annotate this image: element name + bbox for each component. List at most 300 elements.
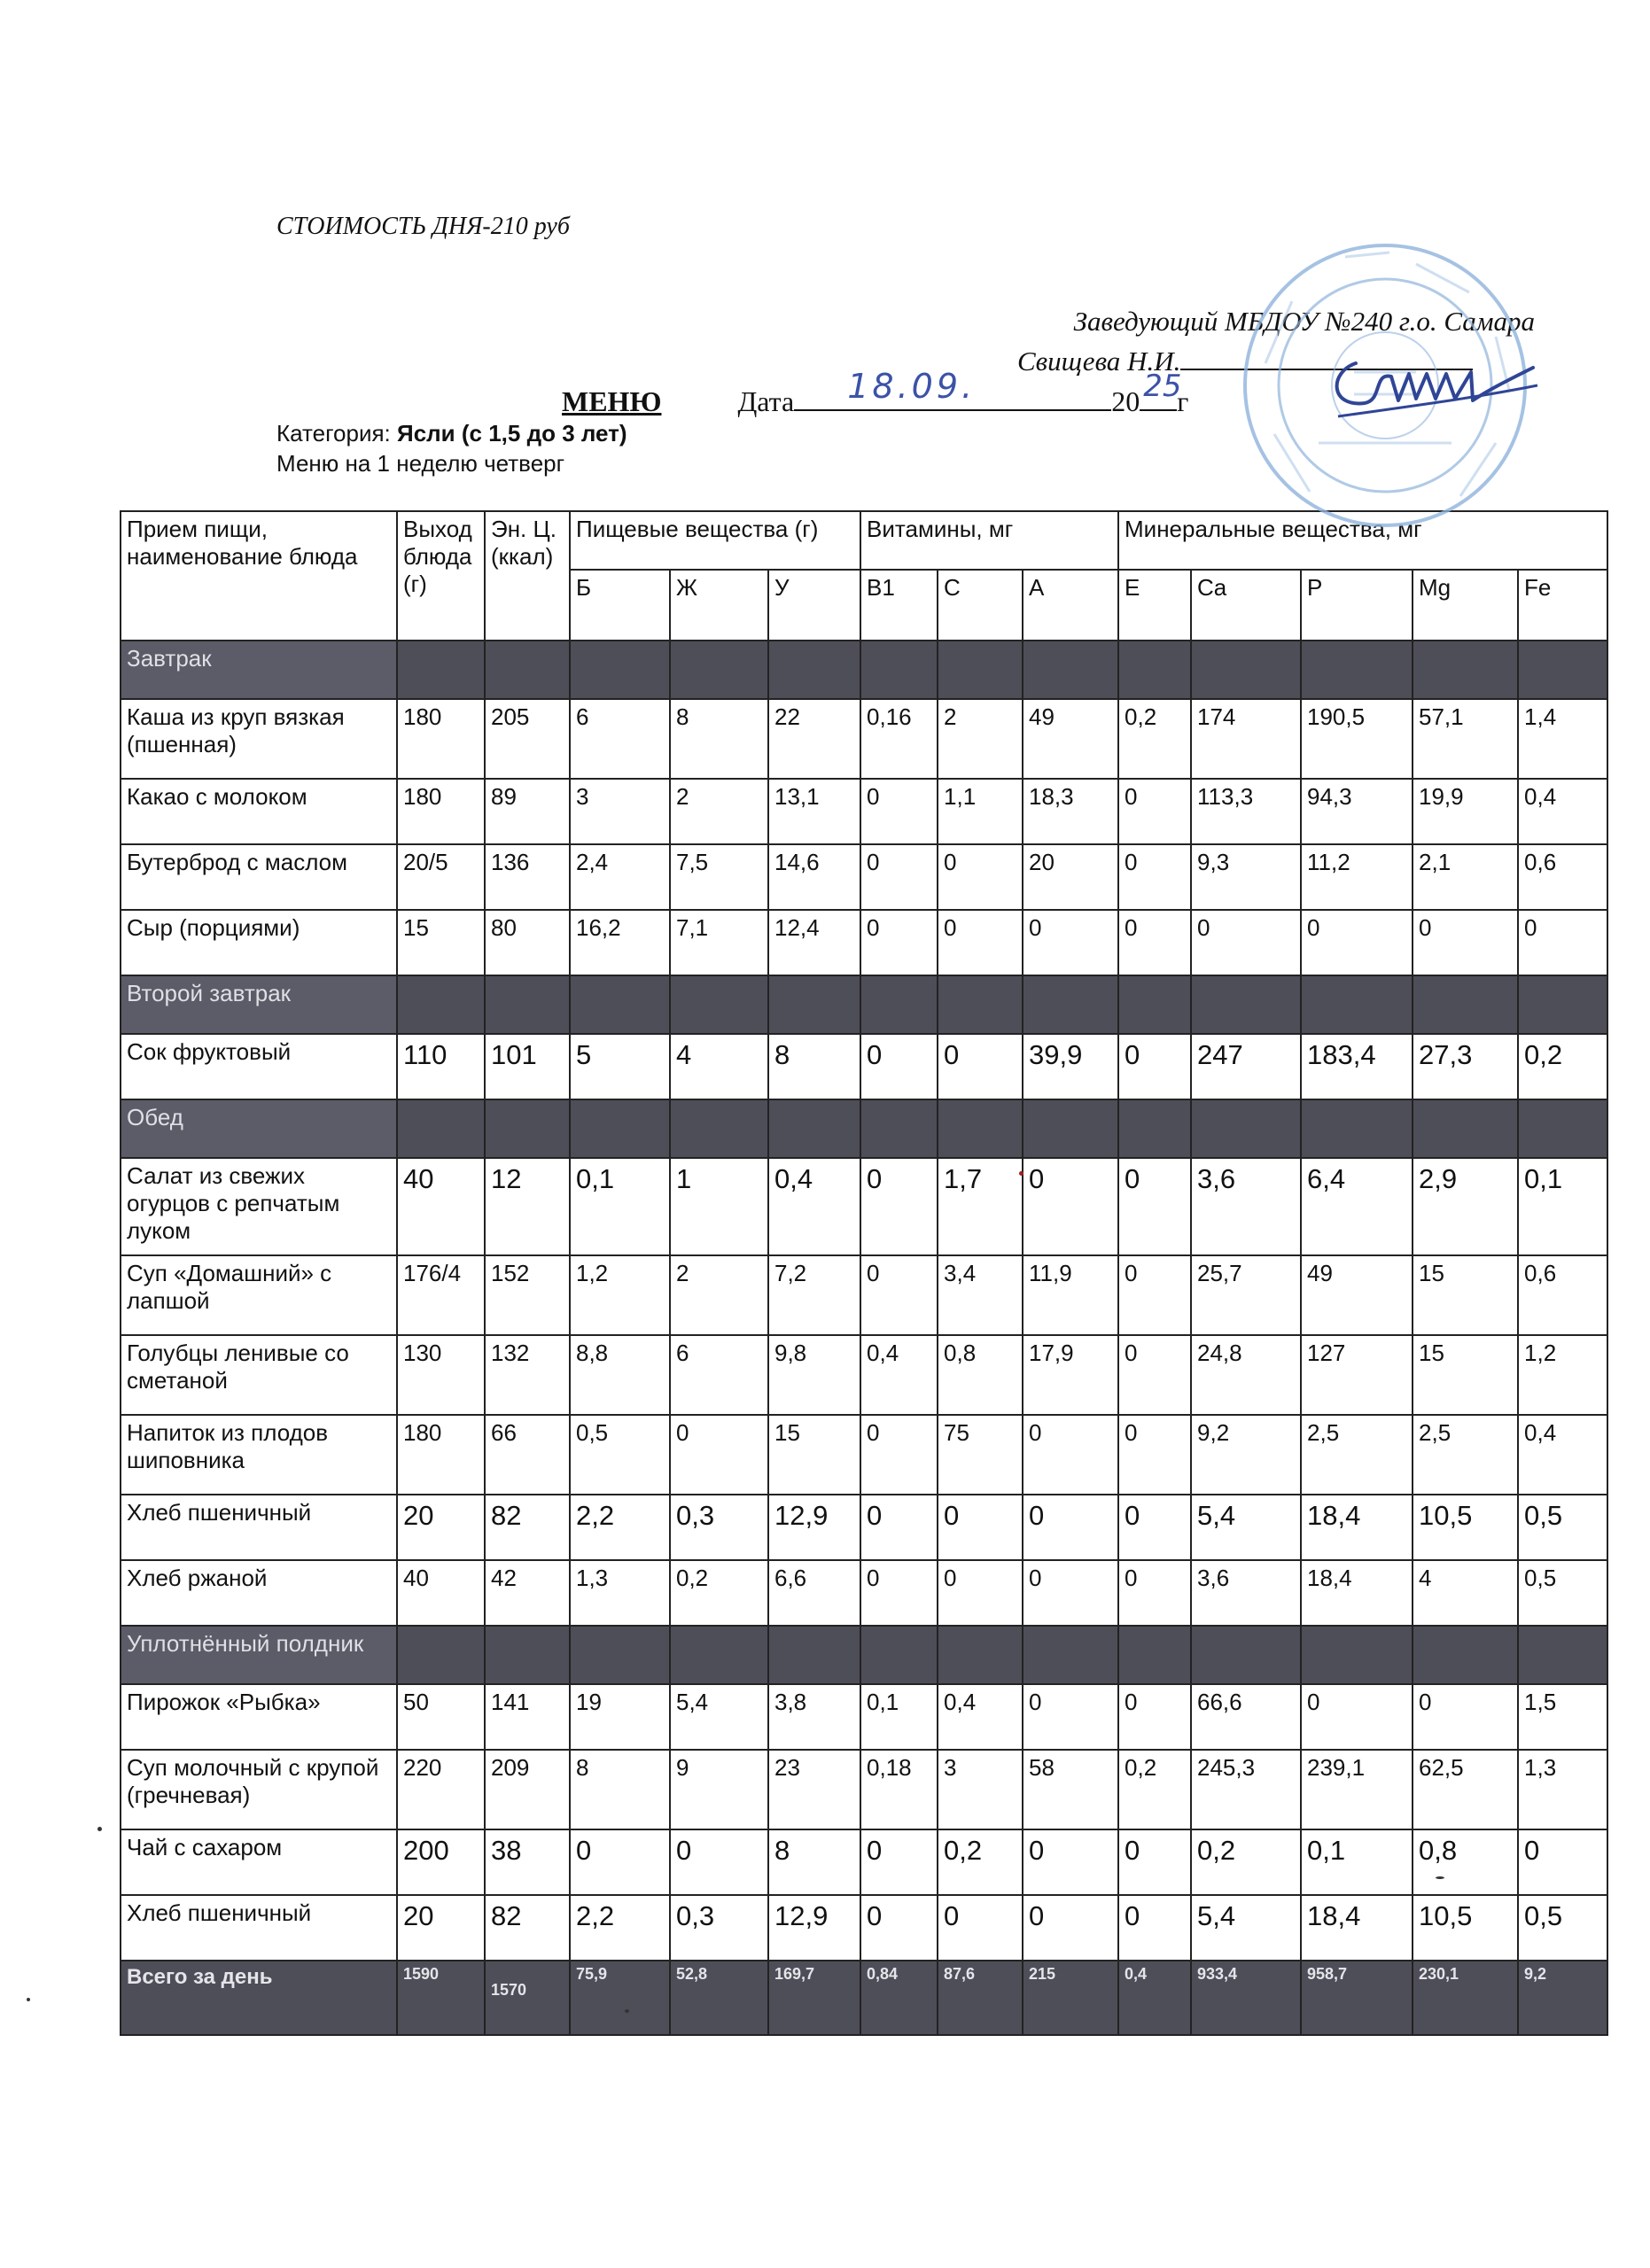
cell-c: 1,1 [938, 779, 1023, 844]
cell-energy: 82 [485, 1895, 570, 1961]
scan-dot [1019, 1171, 1023, 1176]
dish-name: Напиток из плодов шиповника [121, 1415, 397, 1495]
cell-u: 12,9 [768, 1895, 860, 1961]
dish-name: Голубцы ленивые со сметаной [121, 1335, 397, 1415]
total-row [121, 1961, 1607, 2035]
header-vitamins: Витамины, мг [860, 511, 1118, 570]
cell-b: 8,8 [570, 1335, 670, 1415]
section-cell [938, 1626, 1023, 1684]
cell-fe: 1,4 [1518, 699, 1607, 779]
section-cell [860, 1626, 938, 1684]
header-b: Б [570, 570, 670, 641]
section-cell [670, 641, 768, 699]
cell-zh: 2 [670, 1255, 768, 1335]
cell-energy: 136 [485, 844, 570, 910]
cell-zh: 0,2 [670, 1560, 768, 1626]
cell-mg: 2,5 [1413, 1415, 1518, 1495]
section-cell [397, 1099, 485, 1158]
cell-zh: 9 [670, 1750, 768, 1829]
cell-b: 6 [570, 699, 670, 779]
cell-energy: 42 [485, 1560, 570, 1626]
section-cell [570, 641, 670, 699]
section-title: Завтрак [121, 641, 397, 699]
cell-b: 1,2 [570, 1255, 670, 1335]
section-cell [397, 975, 485, 1034]
handwritten-year: 25 [1143, 369, 1182, 404]
cell-e: 0 [1118, 1895, 1191, 1961]
cell-yield: 220 [397, 1750, 485, 1829]
header-e: E [1118, 570, 1191, 641]
cell-a: 0 [1023, 1829, 1118, 1895]
cell-yield: 20/5 [397, 844, 485, 910]
cell-b: 1,3 [570, 1560, 670, 1626]
scan-dot [97, 1827, 102, 1831]
section-cell [1118, 1626, 1191, 1684]
category-line [276, 420, 627, 447]
cell-zh: 6 [670, 1335, 768, 1415]
cell-b1: 0,4 [860, 1335, 938, 1415]
year-field [1140, 369, 1182, 411]
cell-c: 0 [938, 1560, 1023, 1626]
cell-mg: 10,5 [1413, 1895, 1518, 1961]
cell-c: 0,2 [938, 1829, 1023, 1895]
cell-u: 8 [768, 1829, 860, 1895]
section-cell [1191, 1099, 1301, 1158]
cell-e: 0 [1118, 1495, 1191, 1560]
director-title: Заведующий МБДОУ №240 г.о. Самара [1073, 306, 1535, 337]
dish-name: Каша из круп вязкая (пшенная) [121, 699, 397, 779]
header-ca: Ca [1191, 570, 1301, 641]
cell-b1: 0 [860, 779, 938, 844]
cell-mg: 10,5 [1413, 1495, 1518, 1560]
section-cell [1023, 975, 1118, 1034]
cell-zh: 8 [670, 699, 768, 779]
cell-yield: 180 [397, 699, 485, 779]
section-title: Обед [121, 1099, 397, 1158]
section-cell [1023, 641, 1118, 699]
cell-zh: 2 [670, 779, 768, 844]
cell-energy: 82 [485, 1495, 570, 1560]
section-row [121, 975, 1607, 1034]
section-cell [1118, 1099, 1191, 1158]
cell-a: 49 [1023, 699, 1118, 779]
total-b1: 0,84 [860, 1961, 938, 2035]
cell-u: 8 [768, 1034, 860, 1099]
dish-name: Суп молочный с крупой (гречневая) [121, 1750, 397, 1829]
cell-a: 20 [1023, 844, 1118, 910]
cell-ca: 9,2 [1191, 1415, 1301, 1495]
cell-e: 0,2 [1118, 699, 1191, 779]
section-cell [670, 1626, 768, 1684]
section-cell [1301, 641, 1413, 699]
section-cell [485, 1626, 570, 1684]
cell-p: 11,2 [1301, 844, 1413, 910]
section-cell [860, 1099, 938, 1158]
cell-c: 0 [938, 910, 1023, 975]
cell-p: 183,4 [1301, 1034, 1413, 1099]
cell-yield: 200 [397, 1829, 485, 1895]
header-mg: Mg [1413, 570, 1518, 641]
dish-name: Хлеб ржаной [121, 1560, 397, 1626]
total-mg: 230,1 [1413, 1961, 1518, 2035]
table-row [121, 1415, 1607, 1495]
cell-e: 0 [1118, 1335, 1191, 1415]
cell-yield: 15 [397, 910, 485, 975]
dish-name: Хлеб пшеничный [121, 1895, 397, 1961]
section-cell [1191, 975, 1301, 1034]
section-cell [938, 1099, 1023, 1158]
cell-e: 0,2 [1118, 1750, 1191, 1829]
section-cell [1413, 641, 1518, 699]
scan-dot [625, 2009, 629, 2013]
header-yield: Выход блюда (г) [397, 511, 485, 641]
cell-c: 3,4 [938, 1255, 1023, 1335]
header-fe: Fe [1518, 570, 1607, 641]
table-row [121, 1495, 1607, 1560]
cell-zh: 7,5 [670, 844, 768, 910]
cell-fe: 1,5 [1518, 1684, 1607, 1750]
cell-a: 39,9 [1023, 1034, 1118, 1099]
table-row [121, 1750, 1607, 1829]
cell-fe: 0 [1518, 910, 1607, 975]
dish-name: Сок фруктовый [121, 1034, 397, 1099]
section-row [121, 1626, 1607, 1684]
cell-b: 2,2 [570, 1495, 670, 1560]
cell-b1: 0 [860, 910, 938, 975]
dish-name: Сыр (порциями) [121, 910, 397, 975]
cell-zh: 0 [670, 1829, 768, 1895]
cell-zh: 0,3 [670, 1495, 768, 1560]
cell-ca: 174 [1191, 699, 1301, 779]
cell-b: 0 [570, 1829, 670, 1895]
cell-b: 2,2 [570, 1895, 670, 1961]
section-cell [397, 1626, 485, 1684]
cell-ca: 113,3 [1191, 779, 1301, 844]
cell-p: 0 [1301, 910, 1413, 975]
cell-a: 0 [1023, 1560, 1118, 1626]
cell-fe: 0,6 [1518, 1255, 1607, 1335]
cell-b1: 0 [860, 1158, 938, 1255]
section-cell [768, 1626, 860, 1684]
cell-ca: 3,6 [1191, 1560, 1301, 1626]
table-row [121, 1684, 1607, 1750]
cell-b: 19 [570, 1684, 670, 1750]
cell-ca: 247 [1191, 1034, 1301, 1099]
cell-energy: 205 [485, 699, 570, 779]
menu-title: МЕНЮ [562, 385, 662, 417]
cell-u: 14,6 [768, 844, 860, 910]
cell-p: 18,4 [1301, 1560, 1413, 1626]
cell-fe: 0,5 [1518, 1895, 1607, 1961]
cell-mg: 0 [1413, 1684, 1518, 1750]
cell-u: 12,9 [768, 1495, 860, 1560]
cell-u: 12,4 [768, 910, 860, 975]
section-cell [1301, 1626, 1413, 1684]
cell-yield: 130 [397, 1335, 485, 1415]
year-suffix: г [1177, 385, 1189, 417]
table-row [121, 1560, 1607, 1626]
cell-e: 0 [1118, 1829, 1191, 1895]
cell-energy: 80 [485, 910, 570, 975]
section-title: Уплотнённый полдник [121, 1626, 397, 1684]
cell-b: 0,1 [570, 1158, 670, 1255]
section-cell [1023, 1626, 1118, 1684]
cell-c: 0 [938, 844, 1023, 910]
section-cell [1518, 1626, 1607, 1684]
section-cell [1518, 975, 1607, 1034]
section-cell [570, 1626, 670, 1684]
cell-u: 23 [768, 1750, 860, 1829]
cell-p: 2,5 [1301, 1415, 1413, 1495]
section-cell [570, 1099, 670, 1158]
cell-ca: 0,2 [1191, 1829, 1301, 1895]
cell-fe: 0 [1518, 1829, 1607, 1895]
cell-p: 94,3 [1301, 779, 1413, 844]
cell-a: 58 [1023, 1750, 1118, 1829]
cell-p: 127 [1301, 1335, 1413, 1415]
dish-name: Какао с молоком [121, 779, 397, 844]
cell-u: 13,1 [768, 779, 860, 844]
cell-a: 0 [1023, 1495, 1118, 1560]
dish-name: Суп «Домашний» с лапшой [121, 1255, 397, 1335]
category-value: Ясли (с 1,5 до 3 лет) [397, 420, 627, 447]
total-zh: 52,8 [670, 1961, 768, 2035]
section-cell [1191, 1626, 1301, 1684]
total-c: 87,6 [938, 1961, 1023, 2035]
cell-fe: 0,5 [1518, 1560, 1607, 1626]
cell-p: 239,1 [1301, 1750, 1413, 1829]
section-cell [1413, 1099, 1518, 1158]
total-yield: 1590 [397, 1961, 485, 2035]
cell-c: 75 [938, 1415, 1023, 1495]
day-cost: СТОИМОСТЬ ДНЯ-210 руб [276, 213, 570, 240]
section-cell [938, 975, 1023, 1034]
cell-b1: 0,16 [860, 699, 938, 779]
header-energy: Эн. Ц.(ккал) [485, 511, 570, 641]
cell-e: 0 [1118, 1415, 1191, 1495]
table-row [121, 779, 1607, 844]
cell-ca: 0 [1191, 910, 1301, 975]
cell-p: 18,4 [1301, 1895, 1413, 1961]
section-title: Второй завтрак [121, 975, 397, 1034]
cell-energy: 12 [485, 1158, 570, 1255]
cell-u: 15 [768, 1415, 860, 1495]
section-cell [570, 975, 670, 1034]
cell-p: 18,4 [1301, 1495, 1413, 1560]
cell-b1: 0 [860, 1415, 938, 1495]
cell-yield: 110 [397, 1034, 485, 1099]
cell-ca: 25,7 [1191, 1255, 1301, 1335]
year-prefix: 20 [1111, 385, 1140, 417]
header-a: A [1023, 570, 1118, 641]
cell-energy: 209 [485, 1750, 570, 1829]
cell-c: 0 [938, 1034, 1023, 1099]
cell-mg: 15 [1413, 1335, 1518, 1415]
section-cell [1023, 1099, 1118, 1158]
cell-energy: 132 [485, 1335, 570, 1415]
section-row [121, 1099, 1607, 1158]
table-row [121, 699, 1607, 779]
cell-a: 0 [1023, 1684, 1118, 1750]
section-cell [1518, 1099, 1607, 1158]
section-row [121, 641, 1607, 699]
total-a: 215 [1023, 1961, 1118, 2035]
table-row [121, 1335, 1607, 1415]
cell-zh: 4 [670, 1034, 768, 1099]
cell-u: 0,4 [768, 1158, 860, 1255]
cell-c: 0,4 [938, 1684, 1023, 1750]
cell-b: 5 [570, 1034, 670, 1099]
cell-b: 16,2 [570, 910, 670, 975]
total-u: 169,7 [768, 1961, 860, 2035]
cell-e: 0 [1118, 844, 1191, 910]
menu-title-line [562, 367, 1189, 418]
cell-c: 2 [938, 699, 1023, 779]
cell-u: 3,8 [768, 1684, 860, 1750]
cell-yield: 176/4 [397, 1255, 485, 1335]
header-zh: Ж [670, 570, 768, 641]
cell-c: 0 [938, 1495, 1023, 1560]
cell-ca: 3,6 [1191, 1158, 1301, 1255]
cell-b1: 0 [860, 1034, 938, 1099]
section-cell [397, 641, 485, 699]
cell-energy: 152 [485, 1255, 570, 1335]
cell-mg: 2,1 [1413, 844, 1518, 910]
section-cell [860, 975, 938, 1034]
scan-dot [27, 1998, 30, 2001]
cell-energy: 101 [485, 1034, 570, 1099]
cell-e: 0 [1118, 1684, 1191, 1750]
cell-a: 0 [1023, 910, 1118, 975]
cell-b1: 0,18 [860, 1750, 938, 1829]
cell-ca: 9,3 [1191, 844, 1301, 910]
section-cell [1413, 1626, 1518, 1684]
cell-mg: 19,9 [1413, 779, 1518, 844]
date-label: Дата [737, 385, 795, 417]
header-c: C [938, 570, 1023, 641]
scan-dot [1436, 1876, 1444, 1879]
cell-mg: 15 [1413, 1255, 1518, 1335]
cell-ca: 66,6 [1191, 1684, 1301, 1750]
director-signature [1320, 337, 1542, 425]
cell-zh: 5,4 [670, 1684, 768, 1750]
table-row [121, 910, 1607, 975]
cell-yield: 20 [397, 1495, 485, 1560]
cell-fe: 0,1 [1518, 1158, 1607, 1255]
section-cell [670, 1099, 768, 1158]
cell-e: 0 [1118, 1255, 1191, 1335]
header-p: P [1301, 570, 1413, 641]
section-cell [1301, 975, 1413, 1034]
total-label: Всего за день [121, 1961, 397, 2035]
cell-fe: 1,2 [1518, 1335, 1607, 1415]
cell-p: 0,1 [1301, 1829, 1413, 1895]
header-u: У [768, 570, 860, 641]
header-b1: B1 [860, 570, 938, 641]
cell-b1: 0 [860, 1255, 938, 1335]
cell-b: 8 [570, 1750, 670, 1829]
cell-yield: 40 [397, 1560, 485, 1626]
dish-name: Хлеб пшеничный [121, 1495, 397, 1560]
section-cell [1413, 975, 1518, 1034]
cell-yield: 20 [397, 1895, 485, 1961]
cell-fe: 0,4 [1518, 1415, 1607, 1495]
cell-mg: 0 [1413, 910, 1518, 975]
section-cell [1191, 641, 1301, 699]
cell-p: 6,4 [1301, 1158, 1413, 1255]
total-energy: 1570 [485, 1961, 570, 2035]
cell-b: 0,5 [570, 1415, 670, 1495]
cell-mg: 62,5 [1413, 1750, 1518, 1829]
director-name: Свищева Н.И. [1017, 346, 1181, 377]
cell-b1: 0 [860, 1495, 938, 1560]
section-cell [485, 975, 570, 1034]
cell-mg: 4 [1413, 1560, 1518, 1626]
table-row [121, 1895, 1607, 1961]
section-cell [1118, 641, 1191, 699]
cell-p: 49 [1301, 1255, 1413, 1335]
cell-ca: 24,8 [1191, 1335, 1301, 1415]
dish-name: Бутерброд с маслом [121, 844, 397, 910]
dish-name: Салат из свежих огурцов с репчатым луком [121, 1158, 397, 1255]
cell-a: 0 [1023, 1158, 1118, 1255]
section-cell [768, 975, 860, 1034]
section-cell [768, 1099, 860, 1158]
cell-e: 0 [1118, 910, 1191, 975]
cell-mg: 27,3 [1413, 1034, 1518, 1099]
table-row [121, 1034, 1607, 1099]
cell-yield: 50 [397, 1684, 485, 1750]
cell-c: 1,7 [938, 1158, 1023, 1255]
table-row [121, 1158, 1607, 1255]
section-cell [860, 641, 938, 699]
cell-fe: 0,4 [1518, 779, 1607, 844]
cell-ca: 245,3 [1191, 1750, 1301, 1829]
category-label: Категория: [276, 420, 397, 447]
header-meal: Прием пищи, наименование блюда [121, 511, 397, 641]
cell-e: 0 [1118, 1560, 1191, 1626]
cell-ca: 5,4 [1191, 1895, 1301, 1961]
cell-fe: 1,3 [1518, 1750, 1607, 1829]
cell-mg: 57,1 [1413, 699, 1518, 779]
cell-u: 6,6 [768, 1560, 860, 1626]
header-minerals: Минеральные вещества, мг [1118, 511, 1607, 570]
cell-b: 2,4 [570, 844, 670, 910]
cell-energy: 38 [485, 1829, 570, 1895]
cell-c: 0 [938, 1895, 1023, 1961]
section-cell [485, 1099, 570, 1158]
cell-b1: 0 [860, 1829, 938, 1895]
cell-b: 3 [570, 779, 670, 844]
total-fe: 9,2 [1518, 1961, 1607, 2035]
cell-fe: 0,5 [1518, 1495, 1607, 1560]
cell-b1: 0,1 [860, 1684, 938, 1750]
cell-c: 0,8 [938, 1335, 1023, 1415]
handwritten-date: 18.09. [847, 367, 977, 406]
cell-b1: 0 [860, 1895, 938, 1961]
cell-b1: 0 [860, 1560, 938, 1626]
section-cell [1301, 1099, 1413, 1158]
section-cell [768, 641, 860, 699]
cell-yield: 180 [397, 779, 485, 844]
table-row [121, 1829, 1607, 1895]
dish-name: Пирожок «Рыбка» [121, 1684, 397, 1750]
table-row [121, 844, 1607, 910]
cell-yield: 40 [397, 1158, 485, 1255]
cell-zh: 7,1 [670, 910, 768, 975]
cell-a: 0 [1023, 1895, 1118, 1961]
cell-ca: 5,4 [1191, 1495, 1301, 1560]
